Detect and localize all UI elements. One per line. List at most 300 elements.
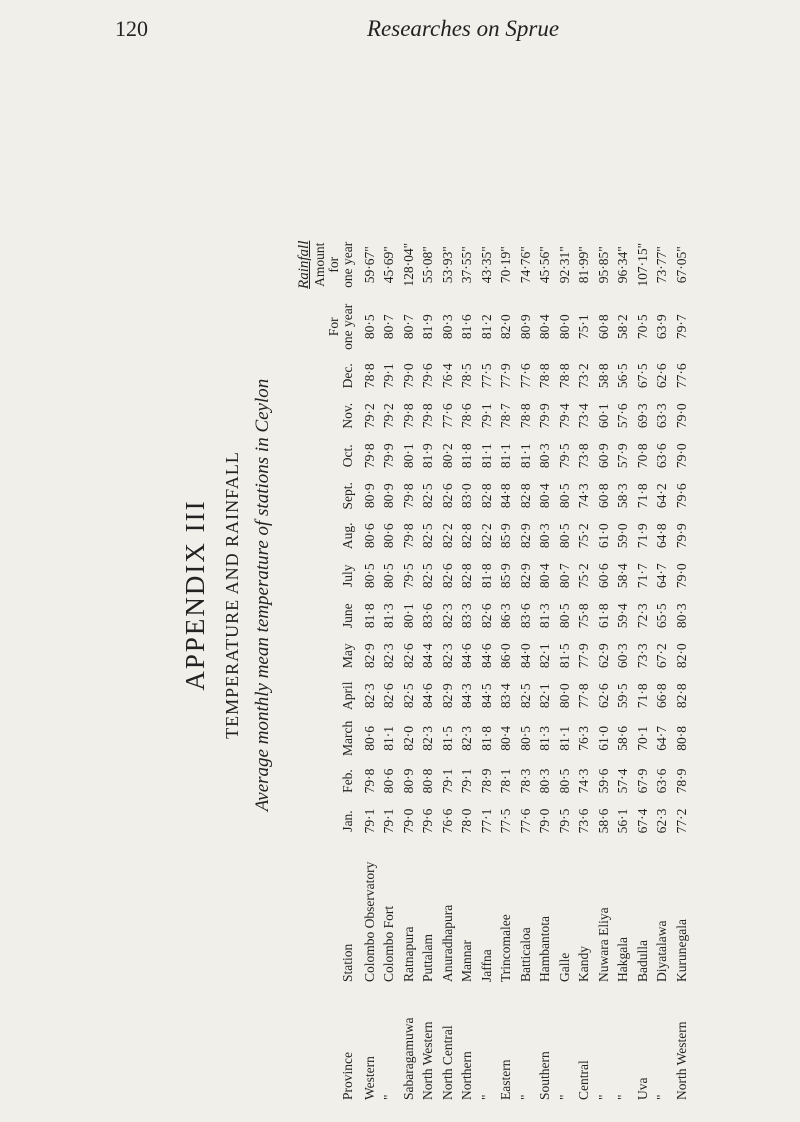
station-cell: Mannar xyxy=(459,940,475,982)
month-value-cell: 82·3 xyxy=(381,643,397,669)
month-value-cell: 78·8 xyxy=(517,403,533,429)
annual-value-cell: 80·7 xyxy=(400,314,416,340)
month-value-cell: 80·9 xyxy=(400,768,416,794)
month-header: May xyxy=(340,643,356,669)
station-cell: Trincomalee xyxy=(498,914,514,982)
station-cell: Diyatalawa xyxy=(654,920,670,982)
month-value-cell: 61·8 xyxy=(595,603,611,629)
annual-value-cell: 63·9 xyxy=(654,314,670,340)
station-cell: Anuradhapura xyxy=(439,904,455,982)
province-cell: North Central xyxy=(439,1025,455,1100)
station-cell: Ratnapura xyxy=(400,926,416,982)
month-value-cell: 82·3 xyxy=(361,683,377,709)
running-title: Researches on Sprue xyxy=(367,16,560,41)
month-value-cell: 80·9 xyxy=(361,483,377,509)
province-cell: Southern xyxy=(537,1051,553,1100)
month-value-cell: 80·8 xyxy=(420,768,436,794)
month-value-cell: 84·6 xyxy=(420,683,436,709)
month-value-cell: 66·8 xyxy=(654,683,670,709)
table-row xyxy=(555,232,575,1105)
month-header: Jan. xyxy=(340,810,356,832)
month-value-cell: 82·8 xyxy=(517,483,533,509)
annual-value-cell: 60·8 xyxy=(595,314,611,340)
month-value-cell: 60·1 xyxy=(595,403,611,429)
appendix-title: APPENDIX III xyxy=(180,499,210,691)
table-title: TEMPERATURE AND RAINFALL xyxy=(222,451,242,739)
province-cell: North Western xyxy=(673,1021,689,1100)
month-value-cell: 79·1 xyxy=(381,808,397,834)
month-header: Nov. xyxy=(340,402,356,429)
month-value-cell: 79·8 xyxy=(420,403,436,429)
month-value-cell: 78·3 xyxy=(517,768,533,794)
rainfall-value-cell: 45·56" xyxy=(537,246,553,284)
month-value-cell: 79·5 xyxy=(556,443,572,469)
month-value-cell: 61·0 xyxy=(595,523,611,549)
temperature-rainfall-table xyxy=(295,232,692,1105)
month-value-cell: 84·4 xyxy=(420,643,436,669)
month-value-cell: 62·6 xyxy=(595,683,611,709)
annual-value-cell: 80·3 xyxy=(439,314,455,340)
rainfall-header-line1: Amount for xyxy=(311,242,341,287)
month-value-cell: 81·1 xyxy=(556,726,572,751)
month-value-cell: 71·7 xyxy=(634,563,650,589)
rainfall-value-cell: 74·76" xyxy=(517,246,533,284)
province-cell: " xyxy=(654,1094,670,1100)
month-value-cell: 67·4 xyxy=(634,808,650,834)
annual-value-cell: 80·7 xyxy=(381,314,397,340)
month-value-cell: 82·3 xyxy=(420,726,436,751)
table-body xyxy=(360,232,692,1105)
province-cell: Central xyxy=(576,1060,592,1100)
month-value-cell: 64·8 xyxy=(654,523,670,549)
rainfall-value-cell: 73·77" xyxy=(654,246,670,284)
month-value-cell: 82·2 xyxy=(439,523,455,549)
month-value-cell: 73·6 xyxy=(576,808,592,834)
month-value-cell: 79·4 xyxy=(556,403,572,429)
month-value-cell: 80·6 xyxy=(361,523,377,549)
month-value-cell: 74·3 xyxy=(576,768,592,794)
month-value-cell: 80·3 xyxy=(537,443,553,469)
rainfall-header xyxy=(295,232,360,298)
month-value-cell: 79·8 xyxy=(400,483,416,509)
month-value-cell: 79·9 xyxy=(537,403,553,429)
month-value-cell: 82·9 xyxy=(517,563,533,589)
rainfall-header-line2: one year xyxy=(340,241,356,288)
month-value-cell: 78·8 xyxy=(361,363,377,389)
month-value-cell: 62·6 xyxy=(654,363,670,389)
station-cell: Kandy xyxy=(576,946,592,982)
month-header: April xyxy=(340,681,356,711)
month-value-cell: 79·9 xyxy=(381,443,397,469)
month-value-cell: 82·9 xyxy=(439,683,455,709)
month-value-cell: 62·3 xyxy=(654,808,670,834)
month-value-cell: 63·6 xyxy=(654,768,670,794)
month-value-cell: 78·9 xyxy=(673,768,689,794)
month-header: Sept. xyxy=(340,482,356,510)
month-value-cell: 79·6 xyxy=(673,483,689,509)
table-row xyxy=(575,232,595,1105)
month-value-cell: 82·6 xyxy=(439,483,455,509)
month-value-cell: 73·8 xyxy=(576,443,592,469)
month-value-cell: 82·6 xyxy=(439,563,455,589)
month-value-cell: 63·3 xyxy=(654,403,670,429)
month-value-cell: 82·1 xyxy=(537,683,553,709)
month-value-cell: 58·4 xyxy=(615,563,631,589)
station-cell: Colombo Observatory xyxy=(361,861,377,982)
annual-value-cell: 79·7 xyxy=(673,314,689,340)
month-value-cell: 79·2 xyxy=(381,403,397,429)
annual-header-line2: one year xyxy=(340,303,356,350)
rainfall-value-cell: 95·85" xyxy=(595,246,611,284)
month-value-cell: 82·5 xyxy=(420,563,436,589)
month-value-cell: 81·8 xyxy=(478,726,494,751)
annual-value-cell: 58·2 xyxy=(615,314,631,340)
table-row xyxy=(419,232,439,1105)
month-value-cell: 82·8 xyxy=(459,563,475,589)
month-value-cell: 59·5 xyxy=(615,683,631,709)
month-value-cell: 78·6 xyxy=(459,403,475,429)
month-value-cell: 84·3 xyxy=(459,683,475,709)
rotated-table-content xyxy=(180,75,800,1115)
month-value-cell: 81·8 xyxy=(361,603,377,629)
station-cell: Colombo Fort xyxy=(381,905,397,982)
month-value-cell: 76·3 xyxy=(576,726,592,751)
month-value-cell: 83·3 xyxy=(459,603,475,629)
month-value-cell: 81·5 xyxy=(556,643,572,669)
province-cell: " xyxy=(595,1094,611,1100)
month-value-cell: 77·6 xyxy=(439,403,455,429)
table-row xyxy=(497,232,517,1105)
rainfall-value-cell: 53·93" xyxy=(439,246,455,284)
month-value-cell: 80·5 xyxy=(556,603,572,629)
month-value-cell: 65·5 xyxy=(654,603,670,629)
month-value-cell: 81·3 xyxy=(537,603,553,629)
month-value-cell: 71·8 xyxy=(634,683,650,709)
table-row xyxy=(672,232,692,1105)
month-value-cell: 57·9 xyxy=(615,443,631,469)
province-cell: Western xyxy=(361,1056,377,1100)
month-value-cell: 79·0 xyxy=(673,403,689,429)
station-header: Station xyxy=(340,943,356,982)
month-value-cell: 82·0 xyxy=(673,643,689,669)
month-value-cell: 79·1 xyxy=(361,808,377,834)
month-value-cell: 79·8 xyxy=(400,523,416,549)
month-value-cell: 80·6 xyxy=(361,726,377,751)
month-value-cell: 80·5 xyxy=(381,563,397,589)
table-row xyxy=(614,232,634,1105)
annual-value-cell: 81·9 xyxy=(420,314,436,340)
month-value-cell: 77·6 xyxy=(517,363,533,389)
month-value-cell: 80·9 xyxy=(381,483,397,509)
month-header: Oct. xyxy=(340,444,356,468)
month-value-cell: 81·8 xyxy=(459,443,475,469)
table-row xyxy=(594,232,614,1105)
table-row xyxy=(536,232,556,1105)
month-value-cell: 80·6 xyxy=(381,523,397,549)
station-cell: Kurunegala xyxy=(673,919,689,982)
month-value-cell: 80·3 xyxy=(537,523,553,549)
month-value-cell: 80·3 xyxy=(673,603,689,629)
month-value-cell: 80·4 xyxy=(537,483,553,509)
month-value-cell: 80·6 xyxy=(381,768,397,794)
month-value-cell: 80·4 xyxy=(498,726,514,751)
table-row xyxy=(360,232,380,1105)
station-cell: Puttalam xyxy=(420,934,436,982)
month-value-cell: 78·7 xyxy=(498,403,514,429)
month-value-cell: 82·2 xyxy=(478,523,494,549)
month-value-cell: 56·5 xyxy=(615,363,631,389)
month-value-cell: 67·9 xyxy=(634,768,650,794)
month-value-cell: 82·6 xyxy=(400,643,416,669)
rainfall-value-cell: 55·08" xyxy=(420,246,436,284)
month-value-cell: 82·3 xyxy=(439,643,455,669)
month-value-cell: 79·0 xyxy=(673,443,689,469)
province-cell: " xyxy=(615,1094,631,1100)
rainfall-value-cell: 128·04" xyxy=(400,242,416,287)
annual-value-cell: 80·0 xyxy=(556,314,572,340)
station-cell: Badulla xyxy=(634,940,650,982)
table-row xyxy=(438,232,458,1105)
month-value-cell: 79·9 xyxy=(673,523,689,549)
month-value-cell: 80·3 xyxy=(537,768,553,794)
month-value-cell: 73·3 xyxy=(634,643,650,669)
rainfall-value-cell: 37·55" xyxy=(459,246,475,284)
month-value-cell: 75·2 xyxy=(576,563,592,589)
month-value-cell: 84·6 xyxy=(478,643,494,669)
month-value-cell: 59·0 xyxy=(615,523,631,549)
month-value-cell: 60·6 xyxy=(595,563,611,589)
month-value-cell: 82·5 xyxy=(420,523,436,549)
month-value-cell: 82·8 xyxy=(459,523,475,549)
rainfall-value-cell: 92·31" xyxy=(556,246,572,284)
month-value-cell: 56·1 xyxy=(615,808,631,834)
month-value-cell: 82·6 xyxy=(381,683,397,709)
month-value-cell: 79·8 xyxy=(361,443,377,469)
month-value-cell: 85·9 xyxy=(498,523,514,549)
table-header-row xyxy=(295,232,360,1105)
month-value-cell: 82·6 xyxy=(478,603,494,629)
month-value-cell: 64·7 xyxy=(654,563,670,589)
month-value-cell: 80·8 xyxy=(673,726,689,751)
province-header: Province xyxy=(340,1052,356,1100)
month-value-cell: 83·6 xyxy=(517,603,533,629)
month-header: Feb. xyxy=(340,769,356,793)
month-value-cell: 73·4 xyxy=(576,403,592,429)
month-value-cell: 70·1 xyxy=(634,726,650,751)
month-value-cell: 82·5 xyxy=(420,483,436,509)
rotated-table-region xyxy=(180,75,800,1115)
month-value-cell: 82·8 xyxy=(478,483,494,509)
station-cell: Jaffna xyxy=(478,949,494,982)
month-value-cell: 79·0 xyxy=(673,563,689,589)
annual-value-cell: 80·9 xyxy=(517,314,533,340)
rainfall-group-label: Rainfall xyxy=(296,240,312,289)
month-value-cell: 79·1 xyxy=(381,363,397,389)
month-header: March xyxy=(340,720,356,756)
province-cell: Sabaragamuwa xyxy=(400,1017,416,1100)
station-cell: Galle xyxy=(556,952,572,982)
month-value-cell: 79·2 xyxy=(361,403,377,429)
month-value-cell: 81·1 xyxy=(478,443,494,469)
province-cell: Northern xyxy=(459,1051,475,1100)
month-value-cell: 82·5 xyxy=(517,683,533,709)
month-value-cell: 82·8 xyxy=(673,683,689,709)
month-value-cell: 81·5 xyxy=(439,726,455,751)
month-value-cell: 67·5 xyxy=(634,363,650,389)
month-value-cell: 64·7 xyxy=(654,726,670,751)
month-value-cell: 81·1 xyxy=(381,726,397,751)
table-row xyxy=(399,232,419,1105)
month-value-cell: 79·1 xyxy=(478,403,494,429)
month-value-cell: 77·5 xyxy=(478,363,494,389)
rainfall-value-cell: 96·34" xyxy=(615,246,631,284)
month-value-cell: 84·8 xyxy=(498,483,514,509)
province-cell: North Western xyxy=(420,1021,436,1100)
table-row xyxy=(516,232,536,1105)
month-value-cell: 81·1 xyxy=(517,443,533,469)
station-cell: Nuwara Eliya xyxy=(595,907,611,982)
annual-header xyxy=(295,298,360,356)
rainfall-value-cell: 70·19" xyxy=(498,246,514,284)
month-value-cell: 71·9 xyxy=(634,523,650,549)
month-value-cell: 86·3 xyxy=(498,603,514,629)
month-value-cell: 60·8 xyxy=(595,483,611,509)
month-value-cell: 78·0 xyxy=(459,808,475,834)
month-value-cell: 86·0 xyxy=(498,643,514,669)
month-value-cell: 77·8 xyxy=(576,683,592,709)
month-value-cell: 76·6 xyxy=(439,808,455,834)
month-value-cell: 71·8 xyxy=(634,483,650,509)
month-value-cell: 58·6 xyxy=(615,726,631,751)
month-value-cell: 82·9 xyxy=(361,643,377,669)
annual-value-cell: 82·0 xyxy=(498,314,514,340)
month-value-cell: 79·6 xyxy=(420,363,436,389)
month-value-cell: 76·4 xyxy=(439,363,455,389)
month-value-cell: 58·8 xyxy=(595,363,611,389)
month-value-cell: 79·8 xyxy=(361,768,377,794)
month-value-cell: 81·9 xyxy=(420,443,436,469)
month-value-cell: 77·1 xyxy=(478,808,494,834)
month-value-cell: 80·7 xyxy=(556,563,572,589)
month-value-cell: 80·0 xyxy=(556,683,572,709)
month-value-cell: 85·9 xyxy=(498,563,514,589)
province-cell: Uva xyxy=(634,1077,650,1100)
month-value-cell: 79·5 xyxy=(400,563,416,589)
month-value-cell: 84·6 xyxy=(459,643,475,669)
month-value-cell: 77·5 xyxy=(498,808,514,834)
annual-value-cell: 80·5 xyxy=(361,314,377,340)
month-value-cell: 64·2 xyxy=(654,483,670,509)
month-value-cell: 80·1 xyxy=(400,443,416,469)
month-value-cell: 78·8 xyxy=(556,363,572,389)
month-value-cell: 57·4 xyxy=(615,768,631,794)
month-value-cell: 78·9 xyxy=(478,768,494,794)
month-value-cell: 79·5 xyxy=(556,808,572,834)
province-cell: " xyxy=(381,1094,397,1100)
month-value-cell: 80·5 xyxy=(556,768,572,794)
month-value-cell: 79·0 xyxy=(537,808,553,834)
table-row xyxy=(653,232,673,1105)
month-value-cell: 58·6 xyxy=(595,808,611,834)
rainfall-value-cell: 45·69" xyxy=(381,246,397,284)
province-cell: " xyxy=(556,1094,572,1100)
month-value-cell: 58·3 xyxy=(615,483,631,509)
month-value-cell: 75·2 xyxy=(576,523,592,549)
annual-value-cell: 80·4 xyxy=(537,314,553,340)
month-value-cell: 81·3 xyxy=(381,603,397,629)
month-header: Aug. xyxy=(340,522,356,550)
table-row xyxy=(380,232,400,1105)
station-cell: Hambantota xyxy=(537,916,553,982)
month-value-cell: 80·5 xyxy=(556,483,572,509)
month-value-cell: 83·6 xyxy=(420,603,436,629)
annual-value-cell: 81·6 xyxy=(459,314,475,340)
rainfall-value-cell: 67·05" xyxy=(673,246,689,284)
month-value-cell: 79·1 xyxy=(459,768,475,794)
month-value-cell: 83·4 xyxy=(498,683,514,709)
month-value-cell: 82·0 xyxy=(400,726,416,751)
month-value-cell: 80·1 xyxy=(400,603,416,629)
month-value-cell: 59·6 xyxy=(595,768,611,794)
month-value-cell: 78·5 xyxy=(459,363,475,389)
month-value-cell: 77·9 xyxy=(498,363,514,389)
annual-header-line1: For xyxy=(325,317,341,337)
table-row xyxy=(458,232,478,1105)
month-header: July xyxy=(340,564,356,588)
month-value-cell: 80·5 xyxy=(556,523,572,549)
month-value-cell: 79·8 xyxy=(400,403,416,429)
month-value-cell: 77·6 xyxy=(517,808,533,834)
province-cell: Eastern xyxy=(498,1059,514,1100)
month-value-cell: 75·8 xyxy=(576,603,592,629)
month-value-cell: 83·0 xyxy=(459,483,475,509)
month-value-cell: 60·3 xyxy=(615,643,631,669)
month-header: June xyxy=(340,603,356,629)
month-value-cell: 78·1 xyxy=(498,768,514,794)
rainfall-value-cell: 43·35" xyxy=(478,246,494,284)
month-value-cell: 57·6 xyxy=(615,403,631,429)
month-value-cell: 82·1 xyxy=(537,643,553,669)
month-value-cell: 82·3 xyxy=(459,726,475,751)
month-value-cell: 81·1 xyxy=(498,443,514,469)
month-value-cell: 77·9 xyxy=(576,643,592,669)
province-cell: " xyxy=(517,1094,533,1100)
month-value-cell: 73·2 xyxy=(576,363,592,389)
month-value-cell: 80·2 xyxy=(439,443,455,469)
month-value-cell: 82·5 xyxy=(400,683,416,709)
month-value-cell: 70·8 xyxy=(634,443,650,469)
month-value-cell: 77·6 xyxy=(673,363,689,389)
month-value-cell: 81·3 xyxy=(537,726,553,751)
table-subtitle: Average monthly mean temperature of stations in Ceylon xyxy=(252,378,273,812)
table-row xyxy=(477,232,497,1105)
month-value-cell: 79·0 xyxy=(400,363,416,389)
month-value-cell: 59·4 xyxy=(615,603,631,629)
page-number: 120 xyxy=(115,16,148,41)
month-value-cell: 84·0 xyxy=(517,643,533,669)
month-value-cell: 67·2 xyxy=(654,643,670,669)
month-value-cell: 77·2 xyxy=(673,808,689,834)
month-value-cell: 63·6 xyxy=(654,443,670,469)
month-value-cell: 60·9 xyxy=(595,443,611,469)
month-value-cell: 61·0 xyxy=(595,726,611,751)
rainfall-value-cell: 81·99" xyxy=(576,246,592,284)
month-value-cell: 74·3 xyxy=(576,483,592,509)
annual-value-cell: 81·2 xyxy=(478,314,494,340)
month-value-cell: 82·3 xyxy=(439,603,455,629)
month-value-cell: 72·3 xyxy=(634,603,650,629)
month-value-cell: 78·8 xyxy=(537,363,553,389)
